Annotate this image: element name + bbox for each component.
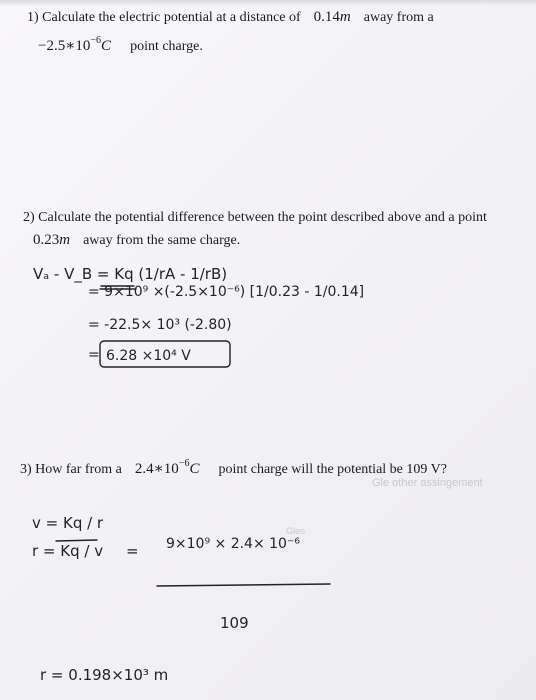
q2-work-line-2: = 9×10⁹ ×(-2.5×10⁻⁶) [1/0.23 - 1/0.14] xyxy=(88,284,365,300)
question-3-text-after: point charge will the potential be 109 V? xyxy=(218,462,447,477)
question-2-distance: 0.23 xyxy=(33,232,60,248)
question-1-charge-exponent: −6 xyxy=(90,35,102,46)
q2-answer: 6.28 ×10⁴ V xyxy=(106,348,191,364)
question-3-number: 3) xyxy=(20,462,32,477)
question-2-number: 2) xyxy=(23,210,35,225)
question-2-text-after: away from the same charge. xyxy=(83,233,241,248)
question-1-charge-unit: C xyxy=(101,38,112,54)
question-3-charge-exponent: −6 xyxy=(178,458,190,469)
q3-fraction-bar-2 xyxy=(157,584,330,586)
question-1-text-after: away from a xyxy=(363,10,434,25)
svg-text:=: = xyxy=(126,542,139,560)
q3-work-denominator: 109 xyxy=(220,614,249,632)
q3-work-line-1: v = Kq / r xyxy=(32,514,104,532)
question-2-distance-unit: m xyxy=(59,232,71,248)
svg-text:=: = xyxy=(88,347,100,363)
question-3-charge: 2.4∗10 xyxy=(134,461,179,477)
question-3-charge-unit: C xyxy=(189,461,200,477)
q3-answer: r = 0.198×10³ m xyxy=(40,666,169,684)
question-1-charge: −2.5∗10 xyxy=(38,38,91,54)
faint-background-text: Gle other assingement xyxy=(372,477,483,489)
question-1-text-end: point charge. xyxy=(130,39,203,54)
question-1-distance-unit: m xyxy=(339,9,351,25)
question-1-text: Calculate the electric potential at a distance of xyxy=(42,10,301,25)
q3-work-line-2-left: r = Kq / v xyxy=(32,542,104,560)
question-3-text: How far from a xyxy=(35,462,122,477)
q3-work-numerator: 9×10⁹ × 2.4× 10⁻⁶ xyxy=(166,536,300,552)
question-1-number: 1) xyxy=(27,10,39,25)
faint-background-small-text: Gleo xyxy=(286,526,306,536)
q3-fraction-bar-1 xyxy=(56,540,97,541)
question-2-text: Calculate the potential difference between the point described above and a point xyxy=(38,210,487,225)
question-1-distance: 0.14 xyxy=(313,9,340,25)
q2-work-line-3: = -22.5× 10³ (-2.80) xyxy=(88,317,232,333)
q2-work-line-1: Vₐ - V_B = Kq (1/rA - 1/rB) xyxy=(33,265,228,283)
